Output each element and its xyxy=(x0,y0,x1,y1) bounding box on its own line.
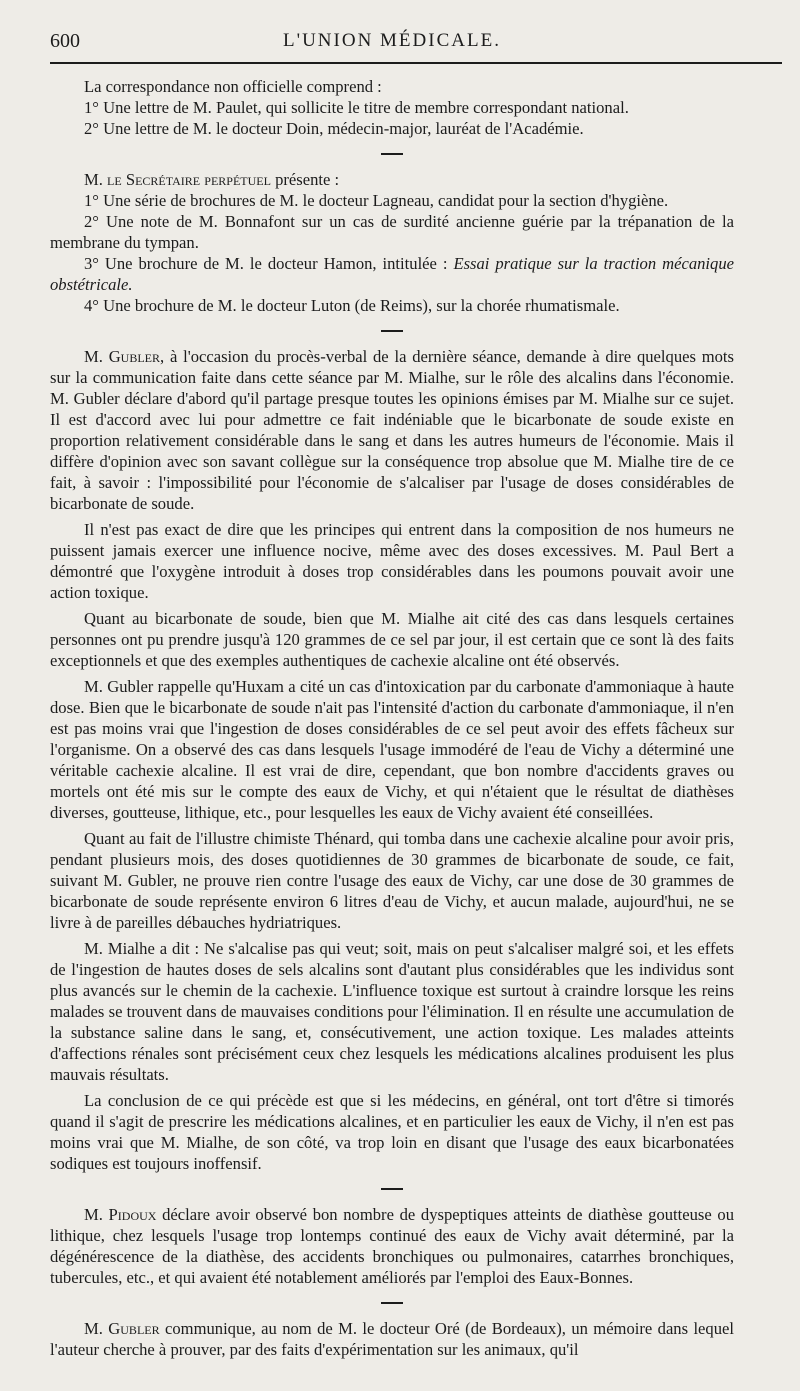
paragraph: M. Gubler rappelle qu'Huxam a cité un cas d'intoxication par du carbonate d'ammoniaque à haute dose. Bien que le bicarbonate de soude n'ait pas l'intensité d'action du carbonate d'ammoniaque, il n'en est pas moins vrai que l'ingestion de doses considérables de ce sel peut avoir des effets fâcheux sur l'organisme. On a observé des cas dans lesquels l'usage immodéré de l'eau de Vichy a déterminé une véritable cachexie alcaline. Il est vrai de dire, cependant, que bon nombre d'accidents graves ou mortels ont été mis sur le compte des eaux de Vichy, et qui n'étaient que le résultat de diathèses diverses, goutteuse, lithique, etc., pour lesquelles les eaux de Vichy avaient été conseillées. xyxy=(50,677,734,822)
header-rule xyxy=(50,62,782,64)
paragraph xyxy=(50,169,734,190)
page-number: 600 xyxy=(50,30,80,52)
article-body xyxy=(50,76,734,1360)
paragraph-text: , à l'occasion du procès-verbal de la dernière séance, demande à dire quelques mots sur la communication faite dans cette séance par M. Mialhe, sur le rôle des alcalins dans l'économie. M. Gubler déclare d'abord qu'il partage presque toutes les opinions émises par M. Mialhe sur ce sujet. Il est d'accord avec lui pour admettre ce fait indéniable que le bicarbonate de soude existe en proportion relativement considérable dans le sang et dans les autres humeurs de l'économie. Mais il diffère d'opinion avec son savant collègue sur la conséquence trop absolue que M. Mialhe tire de ce fait, à savoir : l'impossibilité pour l'économie de s'alcaliser par l'usage de doses considérables de bicarbonate de soude. xyxy=(50,347,734,513)
paragraph: Il n'est pas exact de dire que les principes qui entrent dans la composition de nos humeurs ne puissent jamais exercer une influence nocive, même avec des doses excessives. M. Paul Bert a démontré que l'oxygène introduit à doses trop considérables dans les poumons pouvait avoir une action toxique. xyxy=(50,520,734,602)
paragraph-text: déclare avoir observé bon nombre de dyspeptiques atteints de diathèse goutteuse ou lithique, chez lesquels l'usage trop lontemps continué des eaux de Vichy avait déterminé, par la dégénérescence de la diathèse, des accidents bronchiques ou pulmonaires, catarrhes bronchiques, tubercules, etc., et qui avaient été notablement améliorés par l'emploi des Eaux-Bonnes. xyxy=(50,1205,734,1287)
paragraph: 2° Une note de M. Bonnafont sur un cas de surdité ancienne guérie par la trépanation de la membrane du tympan. xyxy=(50,212,734,252)
speaker-name: M. Gubler xyxy=(84,1319,160,1338)
speaker-name: M. Gubler xyxy=(84,347,161,366)
paragraph: 1° Une série de brochures de M. le docteur Lagneau, candidat pour la section d'hygiène. xyxy=(84,191,669,210)
paragraph: Quant au bicarbonate de soude, bien que M. Mialhe ait cité des cas dans lesquels certaines personnes ont pu prendre jusqu'à 120 grammes de ce sel par jour, il est certain que ce sont là des faits exceptionnels et que des exemples authentiques de cachexie alcaline ont été observés. xyxy=(50,609,734,670)
section-separator xyxy=(381,153,403,155)
section-separator xyxy=(381,1302,403,1304)
work-title: Essai pratique sur la traction mécanique obstétricale. xyxy=(50,254,734,294)
paragraph: 4° Une brochure de M. le docteur Luton (de Reims), sur la chorée rhumatismale. xyxy=(84,296,620,315)
paragraph xyxy=(50,253,734,295)
paragraph: La conclusion de ce qui précède est que si les médecins, en général, ont tort d'être si timorés quand il s'agit de prescrire les médications alcalines, et en particulier les eaux de Vichy, il n'en est pas moins vrai que M. Mialhe, de son côté, va trop loin en disant que l'usage des eaux bicarbonatées sodiques est toujours inoffensif. xyxy=(50,1091,734,1173)
paragraph xyxy=(50,1204,734,1288)
section-separator xyxy=(381,330,403,332)
paragraph xyxy=(50,1318,734,1360)
paragraph xyxy=(50,346,734,514)
section-separator xyxy=(381,1188,403,1190)
paragraph-text: communique, au nom de M. le docteur Oré (de Bordeaux), un mémoire dans lequel l'auteur cherche à prouver, par des faits d'expérimentation sur les animaux, qu'il xyxy=(50,1319,734,1359)
journal-title: L'UNION MÉDICALE. xyxy=(283,30,501,51)
paragraph: Quant au fait de l'illustre chimiste Thénard, qui tomba dans une cachexie alcaline pour avoir pris, pendant plusieurs mois, des doses quotidiennes de 30 grammes de bicarbonate de soude, ce fait, suivant M. Gubler, ne prouve rien contre l'usage des eaux de Vichy, car une dose de 30 grammes de bicarbonate de soude représente environ 6 litres d'eau de Vichy, et aucun malade, aujourd'hui, ne se livre à de pareilles débauches hydriatriques. xyxy=(50,829,734,932)
paragraph-text: présente : xyxy=(275,170,340,189)
paragraph: 2° Une lettre de M. le docteur Doin, médecin-major, lauréat de l'Académie. xyxy=(84,119,584,138)
paragraph: M. Mialhe a dit : Ne s'alcalise pas qui veut; soit, mais on peut s'alcaliser malgré soi, et les effets de l'ingestion de hautes doses de sels alcalins sont d'autant plus considérables que les individus sont plus avancés sur le chemin de la cachexie. L'influence toxique est surtout à craindre lorsque les reins malades se trouvent dans de mauvaises conditions pour l'élimination. Il en résulte une accumulation de la substance saline dans le sang, et, consécutivement, une action toxique. Les malades atteints d'affections rénales sont précisément ceux chez lesquels les médications alcalines produisent les plus mauvais résultats. xyxy=(50,939,734,1084)
running-head xyxy=(50,16,734,50)
speaker-name: M. Pidoux xyxy=(84,1205,157,1224)
speaker-name: M. le Secrétaire perpétuel xyxy=(84,170,271,189)
paragraph: 1° Une lettre de M. Paulet, qui sollicite le titre de membre correspondant national. xyxy=(84,98,629,117)
paragraph-text: 3° Une brochure de M. le docteur Hamon, intitulée : xyxy=(84,254,448,273)
paragraph: La correspondance non officielle comprend : xyxy=(84,77,382,96)
